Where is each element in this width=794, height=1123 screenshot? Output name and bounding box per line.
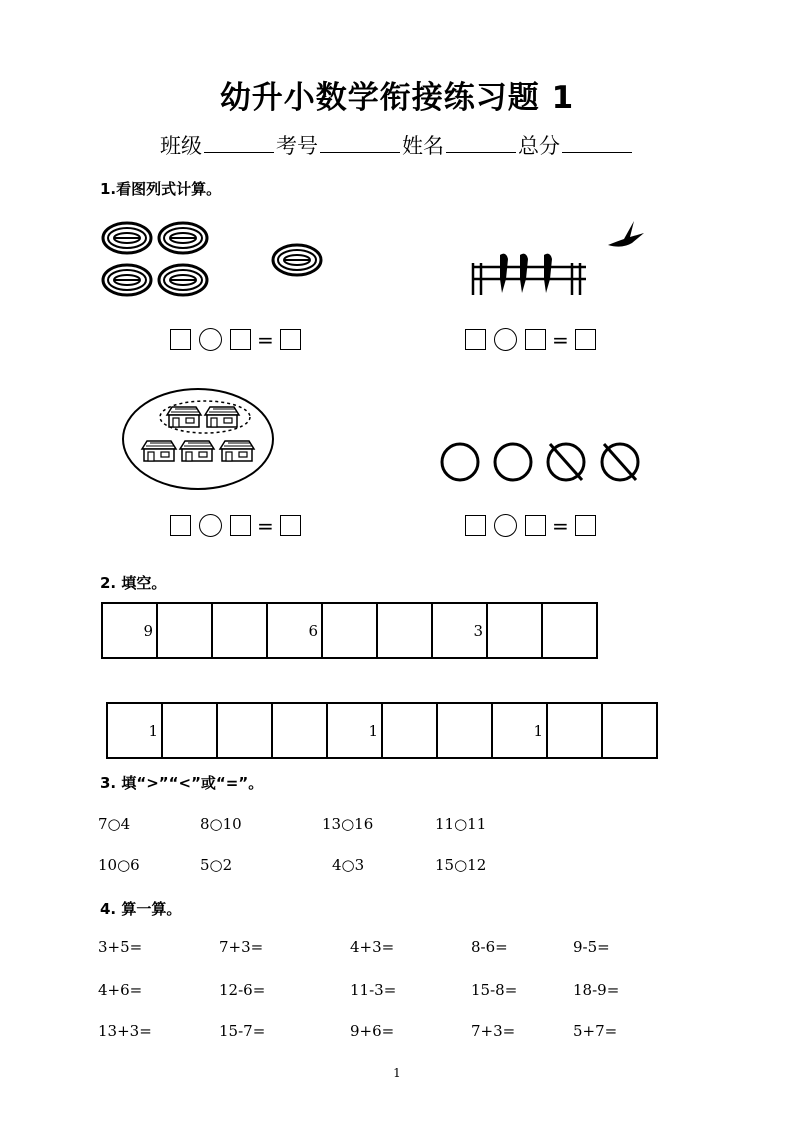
circle-icon xyxy=(442,444,478,480)
house-icon xyxy=(205,407,239,427)
compare-item[interactable]: 5○2 xyxy=(200,856,233,874)
section3-heading: 3. 填“>”“<”或“=”。 xyxy=(100,774,264,792)
grid-cell[interactable] xyxy=(157,603,212,658)
operator-circle[interactable] xyxy=(494,328,517,351)
compare-item[interactable]: 13○16 xyxy=(322,815,374,833)
name-label: 姓名 xyxy=(402,134,444,158)
equals-sign: = xyxy=(552,513,569,538)
equals-sign: = xyxy=(257,327,274,352)
equation-2 xyxy=(465,328,596,351)
bird-icon xyxy=(500,254,508,293)
grid-cell[interactable] xyxy=(602,703,657,758)
answer-box[interactable] xyxy=(465,329,486,350)
flying-bird-icon xyxy=(608,221,644,247)
calc-item[interactable]: 13+3= xyxy=(98,1022,152,1040)
answer-box[interactable] xyxy=(170,515,191,536)
calc-item[interactable]: 18-9= xyxy=(573,981,620,999)
grid-cell[interactable] xyxy=(487,603,542,658)
section4-heading: 4. 算一算。 xyxy=(100,900,182,918)
answer-box[interactable] xyxy=(230,515,251,536)
section1-heading: 1.看图列式计算。 xyxy=(100,180,222,198)
equals-sign: = xyxy=(257,513,274,538)
melon-icon xyxy=(273,245,321,275)
calc-item[interactable]: 7+3= xyxy=(219,938,264,956)
bird-icon xyxy=(544,254,552,293)
calc-item[interactable]: 5+7= xyxy=(573,1022,618,1040)
grid-cell[interactable]: 9 xyxy=(102,603,157,658)
grid-cell[interactable]: 1 xyxy=(327,703,382,758)
circle-icon xyxy=(495,444,531,480)
section2-heading: 2. 填空。 xyxy=(100,574,167,592)
answer-box[interactable] xyxy=(280,515,301,536)
compare-item[interactable]: 4○3 xyxy=(332,856,365,874)
class-blank[interactable] xyxy=(204,132,274,153)
name-blank[interactable] xyxy=(446,132,516,153)
grid-cell[interactable] xyxy=(382,703,437,758)
calc-item[interactable]: 12-6= xyxy=(219,981,266,999)
grid-cell[interactable] xyxy=(217,703,272,758)
student-info-line xyxy=(0,130,794,160)
calc-item[interactable]: 9+6= xyxy=(350,1022,395,1040)
fill-grid-2 xyxy=(106,702,658,759)
equals-sign: = xyxy=(552,327,569,352)
page-number: 1 xyxy=(393,1066,401,1080)
melon-icon xyxy=(159,223,207,253)
melon-icon xyxy=(103,223,151,253)
house-icon xyxy=(220,441,254,461)
answer-box[interactable] xyxy=(230,329,251,350)
answer-box[interactable] xyxy=(575,515,596,536)
score-blank[interactable] xyxy=(562,132,632,153)
grid-cell[interactable] xyxy=(547,703,602,758)
house-icon xyxy=(142,441,176,461)
house-icon xyxy=(180,441,214,461)
answer-box[interactable] xyxy=(465,515,486,536)
birds-picture xyxy=(468,215,653,300)
calc-item[interactable]: 8-6= xyxy=(471,938,508,956)
grid-cell[interactable] xyxy=(437,703,492,758)
compare-item[interactable]: 8○10 xyxy=(200,815,242,833)
watermelon-picture xyxy=(100,218,340,308)
melon-icon xyxy=(159,265,207,295)
equation-1 xyxy=(170,328,301,351)
exam-no-blank[interactable] xyxy=(320,132,400,153)
calc-item[interactable]: 11-3= xyxy=(350,981,397,999)
calc-item[interactable]: 4+3= xyxy=(350,938,395,956)
grid-cell[interactable] xyxy=(272,703,327,758)
grid-cell[interactable] xyxy=(542,603,597,658)
grid-cell[interactable]: 3 xyxy=(432,603,487,658)
fill-grid-1 xyxy=(101,602,598,659)
house-icon xyxy=(167,407,201,427)
compare-item[interactable]: 15○12 xyxy=(435,856,487,874)
equation-3 xyxy=(170,514,301,537)
calc-item[interactable]: 7+3= xyxy=(471,1022,516,1040)
grid-cell[interactable]: 6 xyxy=(267,603,322,658)
grid-cell[interactable]: 1 xyxy=(492,703,547,758)
answer-box[interactable] xyxy=(575,329,596,350)
compare-item[interactable]: 10○6 xyxy=(98,856,140,874)
calc-item[interactable]: 3+5= xyxy=(98,938,143,956)
operator-circle[interactable] xyxy=(494,514,517,537)
operator-circle[interactable] xyxy=(199,328,222,351)
operator-circle[interactable] xyxy=(199,514,222,537)
bird-icon xyxy=(520,254,528,293)
equation-4 xyxy=(465,514,596,537)
compare-item[interactable]: 7○4 xyxy=(98,815,131,833)
calc-item[interactable]: 9-5= xyxy=(573,938,610,956)
answer-box[interactable] xyxy=(170,329,191,350)
calc-item[interactable]: 15-8= xyxy=(471,981,518,999)
grid-cell[interactable] xyxy=(162,703,217,758)
melon-icon xyxy=(103,265,151,295)
houses-picture xyxy=(120,385,280,493)
grid-cell[interactable]: 1 xyxy=(107,703,162,758)
answer-box[interactable] xyxy=(525,515,546,536)
class-label: 班级 xyxy=(160,134,202,158)
circles-picture xyxy=(438,438,648,486)
exam-no-label: 考号 xyxy=(276,134,318,158)
score-label: 总分 xyxy=(518,134,560,158)
grid-cell[interactable] xyxy=(322,603,377,658)
grid-cell[interactable] xyxy=(377,603,432,658)
calc-item[interactable]: 15-7= xyxy=(219,1022,266,1040)
page-title: 幼升小数学衔接练习题 1 xyxy=(219,80,575,116)
answer-box[interactable] xyxy=(280,329,301,350)
grid-cell[interactable] xyxy=(212,603,267,658)
answer-box[interactable] xyxy=(525,329,546,350)
compare-item[interactable]: 11○11 xyxy=(435,815,487,833)
calc-item[interactable]: 4+6= xyxy=(98,981,143,999)
